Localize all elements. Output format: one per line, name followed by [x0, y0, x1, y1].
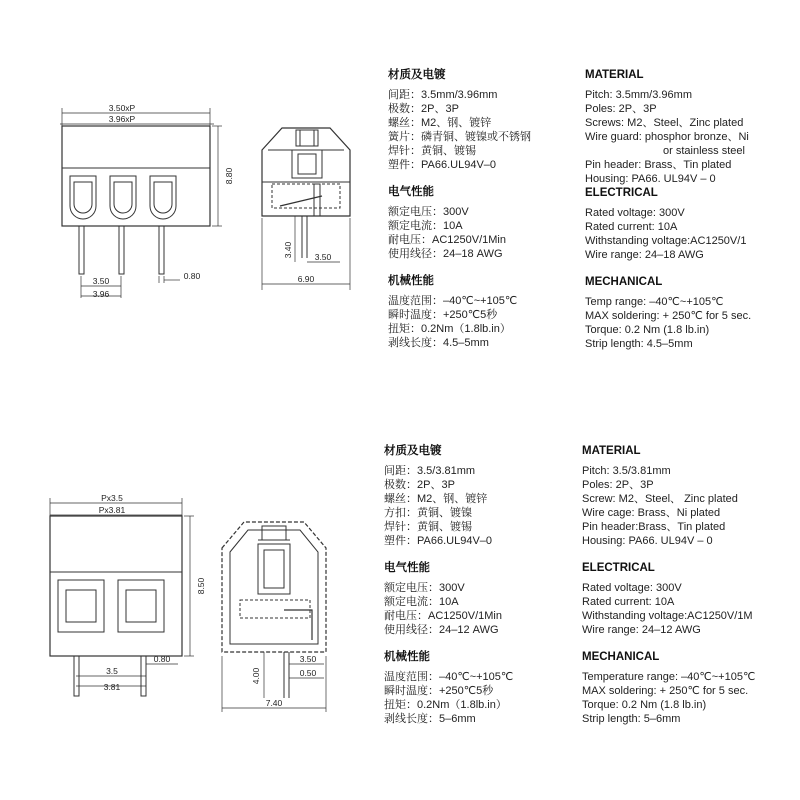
spec-line: 螺丝：M2、钢、镀锌 [388, 117, 492, 129]
spec-line: Temp range: –40℃~+105℃ [585, 296, 724, 308]
section-title: MECHANICAL [582, 651, 660, 663]
bottom-front-view [50, 493, 206, 696]
spec-line: or stainless steel [663, 145, 745, 157]
spec-line: 剥线长度：5–6mm [384, 713, 476, 725]
spec-line: 额定电流：10A [388, 220, 463, 232]
spec-line: 间距：3.5/3.81mm [384, 465, 476, 477]
spec-line: Withstanding voltage:AC1250V/1M [582, 610, 753, 622]
bottom-width-dim-2: Px3.81 [98, 505, 126, 515]
spec-line: 簧片：磷青铜、镀镍或不锈钢 [388, 131, 531, 143]
spec-line: Wire range: 24–12 AWG [582, 624, 701, 636]
top-pitch-dim-2: 3.96 [92, 289, 110, 299]
section-title: 材质及电镀 [388, 69, 446, 81]
spec-line: 螺丝：M2、钢、镀锌 [384, 493, 488, 505]
spec-line: Rated voltage: 300V [582, 582, 682, 594]
bottom-chinese-specs [384, 444, 513, 726]
spec-line: 极数：2P、3P [388, 103, 459, 115]
spec-line: Housing: PA66. UL94V – 0 [582, 535, 713, 547]
section-title: ELECTRICAL [582, 562, 655, 574]
spec-line: 瞬时温度：+250℃5秒 [388, 309, 498, 321]
spec-line: Strip length: 5–6mm [582, 713, 681, 725]
spec-line: Rated current: 10A [585, 221, 678, 233]
bottom-side-view [222, 522, 326, 712]
spec-line: 剥线长度：4.5–5mm [388, 337, 489, 349]
spec-line: Housing: PA66. UL94V – 0 [585, 173, 716, 185]
spec-line: Rated voltage: 300V [585, 207, 685, 219]
section-title: 电气性能 [384, 562, 430, 574]
spec-line: Poles: 2P、3P [585, 103, 657, 115]
spec-line: 温度范围：–40℃~+105℃ [388, 295, 518, 307]
spec-line: MAX soldering: + 250℃ for 5 sec. [582, 685, 749, 697]
spec-line: 使用线径：24–12 AWG [384, 624, 499, 636]
spec-line: 耐电压：AC1250V/1Min [388, 234, 506, 246]
top-height-dim: 8.80 [224, 167, 234, 185]
spec-line: Poles: 2P、3P [582, 479, 654, 491]
spec-line: 间距：3.5mm/3.96mm [388, 89, 498, 101]
spec-line: Torque: 0.2 Nm (1.8 lb.in) [585, 324, 710, 336]
bottom-pin-dim: 0.80 [153, 654, 171, 664]
spec-line: 塑件：PA66.UL94V–0 [384, 535, 493, 547]
top-side-offset-dim: 3.50 [314, 252, 332, 262]
spec-line: 方扣：黄铜、镀镍 [384, 507, 472, 519]
spec-line: Strip length: 4.5–5mm [585, 338, 693, 350]
top-width-dim-2: 3.96xP [108, 114, 136, 124]
top-side-view [262, 128, 350, 290]
spec-line: Wire guard: phosphor bronze、Ni [585, 131, 749, 143]
section-title: MATERIAL [585, 69, 644, 81]
top-side-height-dim: 3.40 [283, 241, 293, 259]
bottom-width-dim-1: Px3.5 [101, 493, 123, 503]
spec-line: 极数：2P、3P [384, 479, 455, 491]
bottom-side-pin-dim: 0.50 [299, 668, 317, 678]
top-width-dim-1: 3.50xP [108, 103, 136, 113]
section-title: MECHANICAL [585, 276, 663, 288]
spec-line: Rated current: 10A [582, 596, 675, 608]
spec-line: Screw: M2、Steel、 Zinc plated [582, 493, 738, 505]
top-pin-dim: 0.80 [183, 271, 201, 281]
spec-line: Wire range: 24–18 AWG [585, 249, 704, 261]
bottom-english-specs [582, 444, 755, 726]
top-side-width-dim: 6.90 [297, 274, 315, 284]
spec-line: Screws: M2、Steel、Zinc plated [585, 117, 744, 129]
spec-line: 扭矩：0.2Nm（1.8lb.in） [384, 699, 507, 711]
section-title: ELECTRICAL [585, 187, 658, 199]
top-chinese-specs [388, 68, 531, 350]
spec-line: 扭矩：0.2Nm（1.8lb.in） [388, 323, 511, 335]
bottom-side-offset-dim: 3.50 [299, 654, 317, 664]
spec-line: Pitch: 3.5/3.81mm [582, 465, 671, 477]
spec-line: 额定电压：300V [384, 582, 465, 594]
spec-line: 温度范围：–40℃~+105℃ [384, 671, 514, 683]
top-pitch-dim-1: 3.50 [92, 276, 110, 286]
spec-line: Pitch: 3.5mm/3.96mm [585, 89, 692, 101]
bottom-pitch-dim-2: 3.81 [103, 682, 121, 692]
section-title: MATERIAL [582, 445, 641, 457]
bottom-side-width-dim: 7.40 [265, 698, 283, 708]
spec-line: Wire cage: Brass、Ni plated [582, 507, 721, 519]
spec-line: Pin header:Brass、Tin plated [582, 521, 726, 533]
spec-line: 瞬时温度：+250℃5秒 [384, 685, 494, 697]
spec-line: 耐电压：AC1250V/1Min [384, 610, 502, 622]
spec-line: MAX soldering: + 250℃ for 5 sec. [585, 310, 752, 322]
spec-line: 使用线径：24–18 AWG [388, 248, 503, 260]
spec-line: Withstanding voltage:AC1250V/1 [585, 235, 747, 247]
section-title: 机械性能 [384, 651, 430, 663]
section-title: 电气性能 [388, 186, 434, 198]
bottom-side-height-dim: 4.00 [251, 667, 261, 685]
spec-line: Temperature range: –40℃~+105℃ [582, 671, 756, 683]
spec-line: 焊针：黄铜、镀锡 [388, 145, 476, 157]
section-title: 材质及电镀 [384, 445, 442, 457]
bottom-pitch-dim-1: 3.5 [106, 666, 118, 676]
section-title: 机械性能 [388, 275, 434, 287]
spec-line: 焊针：黄铜、镀锡 [384, 521, 472, 533]
spec-line: 塑件：PA66.UL94V–0 [388, 159, 497, 171]
bottom-height-dim: 8.50 [196, 577, 206, 595]
spec-line: Torque: 0.2 Nm (1.8 lb.in) [582, 699, 707, 711]
top-front-view [60, 103, 234, 299]
spec-line: 额定电流：10A [384, 596, 459, 608]
spec-line: 额定电压：300V [388, 206, 469, 218]
top-english-specs [585, 68, 751, 351]
spec-line: Pin header: Brass、Tin plated [585, 159, 732, 171]
